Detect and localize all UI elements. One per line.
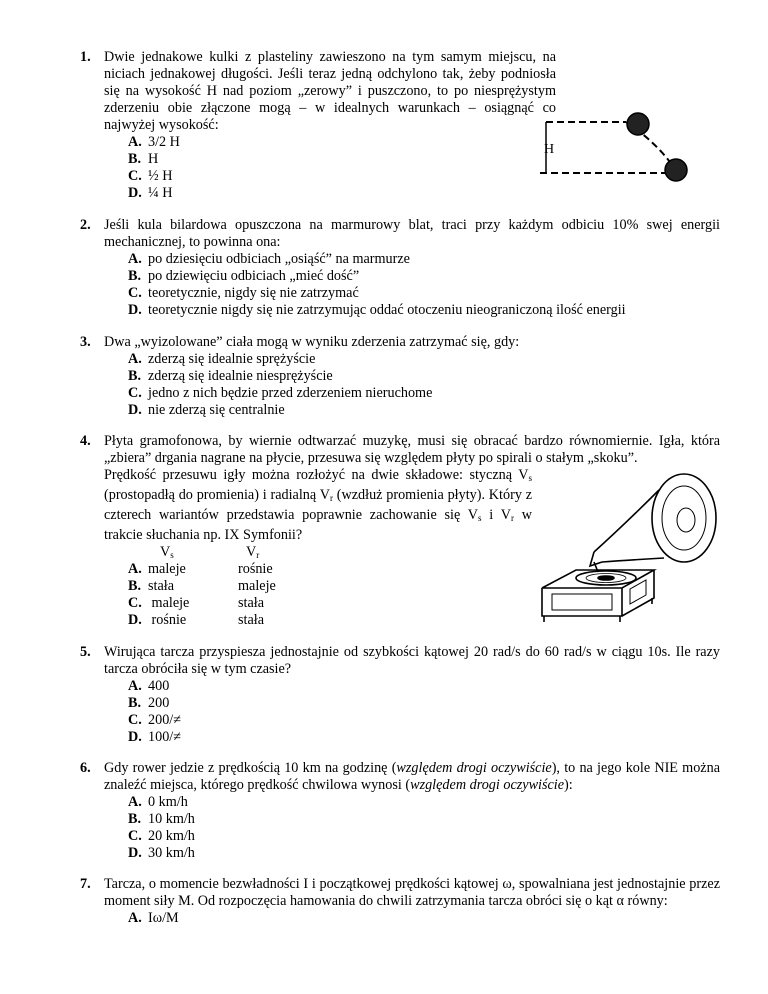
question-number: 7. — [80, 876, 91, 892]
table-row: C. maleje stała — [128, 595, 264, 611]
question-3 — [80, 334, 720, 419]
option-a: A. Iω/M — [128, 910, 179, 926]
option-b: B. po dziewięciu odbiciach „mieć dość” — [128, 268, 360, 284]
option-b: B. 200 — [128, 695, 170, 711]
option-d: D. 100/≠ — [128, 729, 182, 745]
header-vr: $V_r$ — [246, 544, 260, 560]
question-stem: Jeśli kula bilardowa opuszczona na marmurowy blat, traci przy każdym odbiciu 10% swej energii mechanicznej, to powinna ona: — [104, 217, 720, 250]
question-2 — [80, 217, 720, 319]
question-stem: Dwie jednakowe kulki z plasteliny zawieszono na tym samym miejscu, na niciach jednakowej długości. Jeśli teraz jedną odchylono tak, żeby podniosła się na wysokość H nad poziom „zerowy” i puszczono, to po niesprężystym zderzeniu obie złączone mogą – w idealnych warunkach – osiągnąć co najwyżej wysokość: — [104, 49, 556, 133]
option-b: B. zderzą się idealnie niesprężyście — [128, 368, 333, 384]
option-d: D. 30 km/h — [128, 845, 195, 861]
question-stem: Wirująca tarcza przyspiesza jednostajnie od szybkości kątowej 20 rad/s do 60 rad/s w ciągu 10s. Ile razy tarcza obróciła się w tym czasie? — [104, 644, 720, 677]
question-6 — [80, 760, 720, 862]
option-c: C. teoretycznie, nigdy się nie zatrzymać — [128, 285, 359, 301]
option-c: C. 20 km/h — [128, 828, 195, 844]
question-stem: Tarcza, o momencie bezwładności I i początkowej prędkości kątowej ω, spowalniana jest jednostajnie przez moment siły M. Od rozpoczęcia hamowania do chwili zatrzymania tarcza obróci się o kąt α równy: — [104, 876, 720, 909]
question-7 — [80, 876, 720, 927]
option-c: C. jedno z nich będzie przed zderzeniem nieruchome — [128, 385, 433, 401]
question-number: 4. — [80, 433, 91, 449]
gramophone-figure — [534, 470, 724, 630]
question-number: 1. — [80, 49, 91, 65]
options-list — [128, 910, 720, 927]
option-a: A. 0 km/h — [128, 794, 188, 810]
question-number: 6. — [80, 760, 91, 776]
option-d: D. nie zderzą się centralnie — [128, 402, 285, 418]
header-vs: $V_s$ — [160, 544, 174, 560]
question-stem-full: Płyta gramofonowa, by wiernie odtwarzać muzykę, musi się obracać bardzo równomiernie. Igła, która „zbiera” drgania nagrane na płycie, przesuwa się względem płyty po spirali o stałym „skoku”. — [104, 433, 720, 466]
height-label: H — [544, 142, 555, 157]
option-a: A. zderzą się idealnie sprężyście — [128, 351, 316, 367]
option-d: D. ¼ H — [128, 185, 173, 201]
question-number: 3. — [80, 334, 91, 350]
question-stem: Dwa „wyizolowane” ciała mogą w wyniku zderzenia zatrzymać się, gdy: — [104, 334, 520, 350]
options-list — [128, 794, 720, 862]
options-list — [128, 251, 720, 319]
table-row: D. rośnie stała — [128, 612, 264, 628]
option-a: A. po dziesięciu odbiciach „osiąść” na marmurze — [128, 251, 410, 267]
options-list — [128, 678, 720, 746]
question-number: 5. — [80, 644, 91, 660]
question-stem: Gdy rower jedzie z prędkością 10 km na godzinę (względem drogi oczywiście), to na jego kole NIE można znaleźć miejsca, którego prędkość chwilowa wynosi (względem drogi oczywiście): — [104, 760, 720, 793]
options-list — [128, 351, 720, 419]
question-stem-narrow: Prędkość przesuwu igły można rozłożyć na dwie składowe: styczną $V_s$ (prostopadłą do promienia) i radialną $V_r$ (wzdłuż promienia płyty). Który z czterech wariantów przedstawia poprawnie zachowanie się $V_s$ i $V_r$ w trakcie słuchania np. IX Symfonii? — [104, 467, 533, 543]
option-c: C. ½ H — [128, 168, 173, 184]
option-a: A. 3/2 H — [128, 134, 180, 150]
table-row: A. maleje rośnie — [128, 561, 273, 577]
table-row: B. stała maleje — [128, 578, 276, 594]
question-number: 2. — [80, 217, 91, 233]
option-d: D. teoretycznie nigdy się nie zatrzymując oddać otoczeniu nieograniczoną ilość energii — [128, 302, 626, 318]
pendulum-figure — [538, 103, 698, 203]
question-5 — [80, 644, 720, 746]
option-b: B. 10 km/h — [128, 811, 195, 827]
option-a: A. 400 — [128, 678, 170, 694]
option-b: B. H — [128, 151, 159, 167]
option-c: C. 200/≠ — [128, 712, 182, 728]
